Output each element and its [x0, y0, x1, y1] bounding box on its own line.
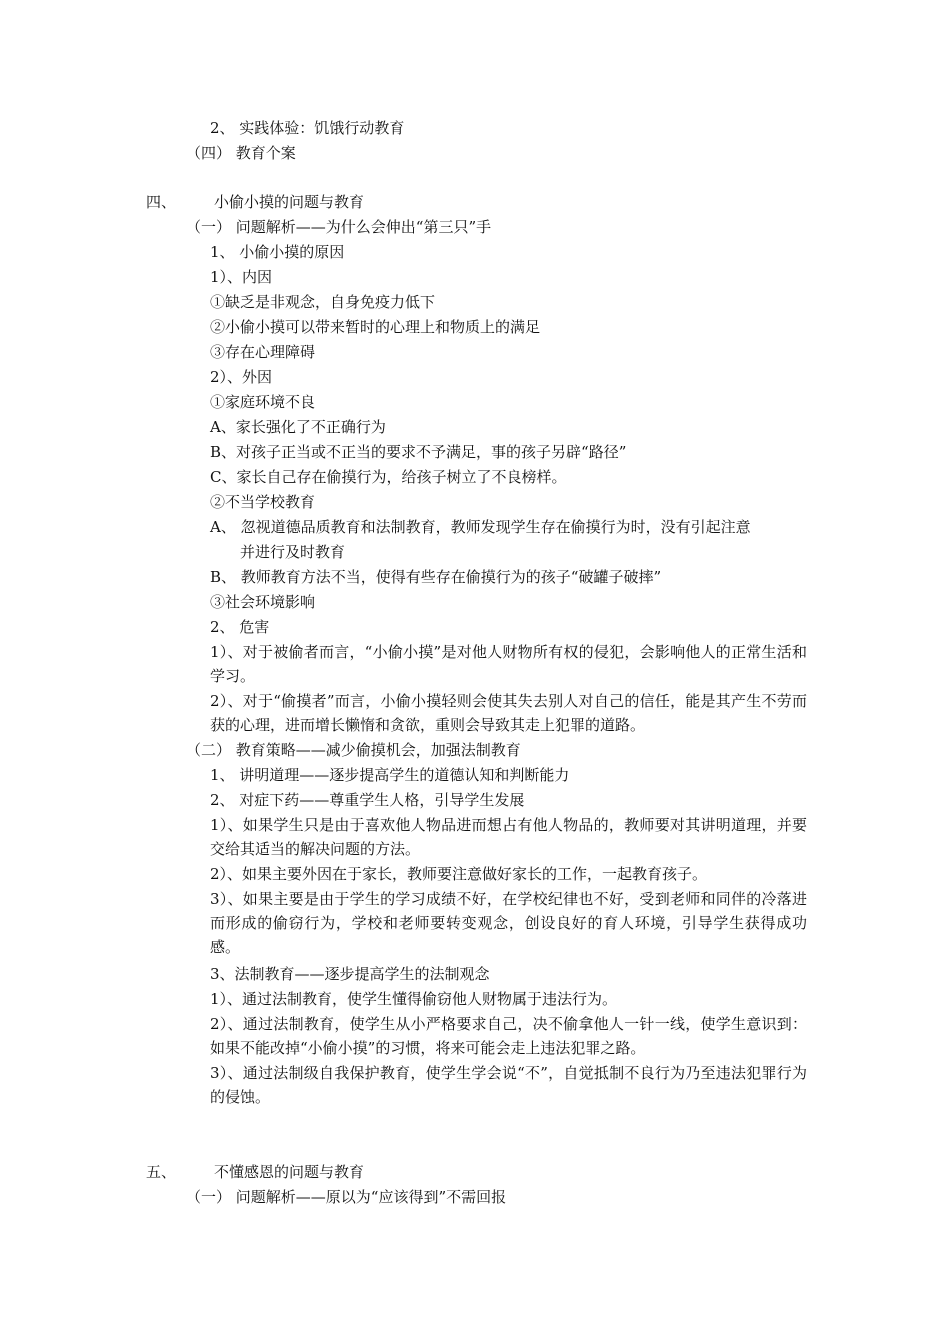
outline-item: B、对孩子正当或不正当的要求不予满足，事的孩子另辟“路径” — [210, 443, 627, 461]
paragraph: 1）、对于被偷者而言，“小偷小摸”是对他人财物所有权的侵犯，会影响他人的正常生活和学习。 — [210, 643, 807, 685]
outline-subheading: （一） 问题解析——为什么会伸出“第三只”手 — [186, 218, 492, 236]
outline-item: B、 教师教育方法不当，使得有些存在偷摸行为的孩子“破罐子破摔” — [210, 568, 662, 586]
outline-item: ③存在心理障碍 — [210, 343, 316, 361]
outline-item: C、家长自己存在偷摸行为，给孩子树立了不良榜样。 — [210, 468, 567, 486]
outline-item: ①缺乏是非观念，自身免疫力低下 — [210, 293, 436, 311]
outline-item: 1、 讲明道理——逐步提高学生的道德认知和判断能力 — [210, 766, 570, 784]
outline-item: 2）、外因 — [210, 368, 273, 386]
outline-item: 3、法制教育——逐步提高学生的法制观念 — [210, 965, 490, 983]
outline-item: 1）、内因 — [210, 268, 273, 286]
paragraph: 1）、通过法制教育，使学生懂得偷窃他人财物属于违法行为。 — [210, 990, 618, 1008]
section-heading: 不懂感恩的问题与教育 — [214, 1163, 365, 1181]
outline-item: ②不当学校教育 — [210, 493, 316, 511]
paragraph: 3）、通过法制级自我保护教育，使学生学会说“不”，自觉抵制不良行为乃至违法犯罪行为的侵蚀。 — [210, 1064, 807, 1106]
paragraph: 2）、对于“偷摸者”而言，小偷小摸轻则会使其失去别人对自己的信任，能是其产生不劳而获的心理，进而增长懒惰和贪欲，重则会导致其走上犯罪的道路。 — [210, 692, 807, 734]
paragraph: 1）、如果学生只是由于喜欢他人物品进而想占有他人物品的，教师要对其讲明道理，并要交给其适当的解决问题的方法。 — [210, 816, 807, 858]
paragraph: 3）、如果主要是由于学生的学习成绩不好，在学校纪律也不好，受到老师和同伴的冷落进而形成的偷窃行为，学校和老师要转变观念，创设良好的育人环境，引导学生获得成功感。 — [210, 890, 807, 956]
outline-item: ②小偷小摸可以带来暂时的心理上和物质上的满足 — [210, 318, 541, 336]
outline-item: 2、 对症下药——尊重学生人格，引导学生发展 — [210, 791, 525, 809]
outline-subheading: （四） 教育个案 — [186, 144, 296, 162]
paragraph: 2）、如果主要外因在于家长，教师要注意做好家长的工作，一起教育孩子。 — [210, 865, 708, 883]
outline-item: A、 忽视道德品质教育和法制教育，教师发现学生存在偷摸行为时，没有引起注意 — [210, 518, 751, 536]
outline-item-continuation: 并进行及时教育 — [240, 543, 346, 561]
section-number: 五、 — [146, 1163, 177, 1181]
outline-item: 2、 危害 — [210, 618, 270, 636]
paragraph: 2）、通过法制教育，使学生从小严格要求自己，决不偷拿他人一针一线，使学生意识到：如果不能改掉“小偷小摸”的习惯，将来可能会走上违法犯罪之路。 — [210, 1015, 807, 1057]
outline-item: ①家庭环境不良 — [210, 393, 316, 411]
outline-item: 1、 小偷小摸的原因 — [210, 243, 345, 261]
outline-item: ③社会环境影响 — [210, 593, 316, 611]
outline-item: 2、 实践体验：饥饿行动教育 — [210, 119, 405, 137]
outline-subheading: （一） 问题解析——原以为“应该得到”不需回报 — [186, 1188, 507, 1206]
outline-item: A、家长强化了不正确行为 — [210, 418, 386, 436]
section-heading: 小偷小摸的问题与教育 — [214, 193, 365, 211]
outline-subheading: （二） 教育策略——减少偷摸机会，加强法制教育 — [186, 741, 521, 759]
section-number: 四、 — [146, 193, 177, 211]
